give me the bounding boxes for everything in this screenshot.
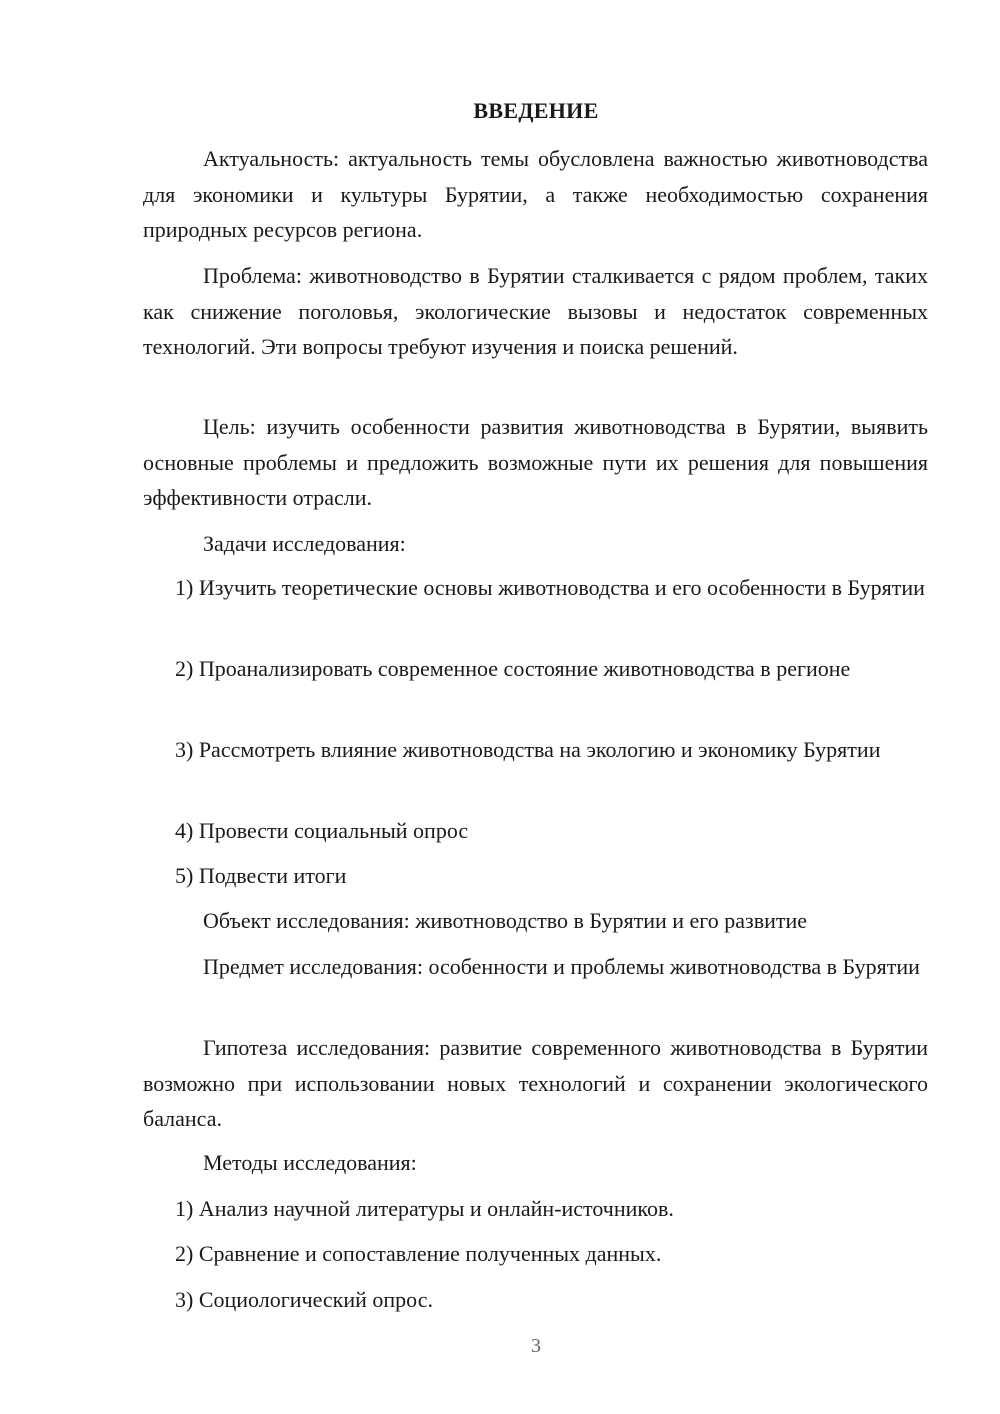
- problem-paragraph: Проблема: животноводство в Бурятии сталкивается с рядом проблем, таких как снижение поголовья, экологические вызовы и недостаток современных технологий. Эти вопросы требуют изучения и поиска решений.: [143, 263, 928, 359]
- relevance-paragraph: Актуальность: актуальность темы обусловлена важностью животноводства для экономики и культуры Бурятии, а также необходимостью сохранения природных ресурсов региона.: [143, 146, 928, 242]
- research-object: Объект исследования: животноводство в Бурятии и его развитие: [203, 908, 808, 933]
- method-item: 1) Анализ научной литературы и онлайн-источников.: [175, 1196, 674, 1221]
- section-heading: ВВЕДЕНИЕ: [473, 98, 599, 123]
- task-item: 3) Рассмотреть влияние животноводства на экологию и экономику Бурятии: [175, 737, 881, 762]
- task-item: 1) Изучить теоретические основы животноводства и его особенности в Бурятии: [175, 575, 925, 600]
- goal-paragraph: Цель: изучить особенности развития животноводства в Бурятии, выявить основные проблемы и предложить возможные пути их решения для повышения эффективности отрасли.: [143, 414, 928, 510]
- page-number: 3: [531, 1335, 541, 1357]
- research-subject: Предмет исследования: особенности и проблемы животноводства в Бурятии: [203, 954, 920, 979]
- methods-heading: Методы исследования:: [203, 1150, 417, 1175]
- method-item: 2) Сравнение и сопоставление полученных данных.: [175, 1241, 662, 1266]
- method-item: 3) Социологический опрос.: [175, 1287, 433, 1312]
- research-hypothesis: Гипотеза исследования: развитие современного животноводства в Бурятии возможно при использовании новых технологий и сохранении экологического баланса.: [143, 1035, 928, 1131]
- tasks-heading: Задачи исследования:: [203, 531, 406, 556]
- task-item: 4) Провести социальный опрос: [175, 818, 469, 843]
- task-item: 5) Подвести итоги: [175, 863, 347, 888]
- task-item: 2) Проанализировать современное состояние животноводства в регионе: [175, 656, 851, 681]
